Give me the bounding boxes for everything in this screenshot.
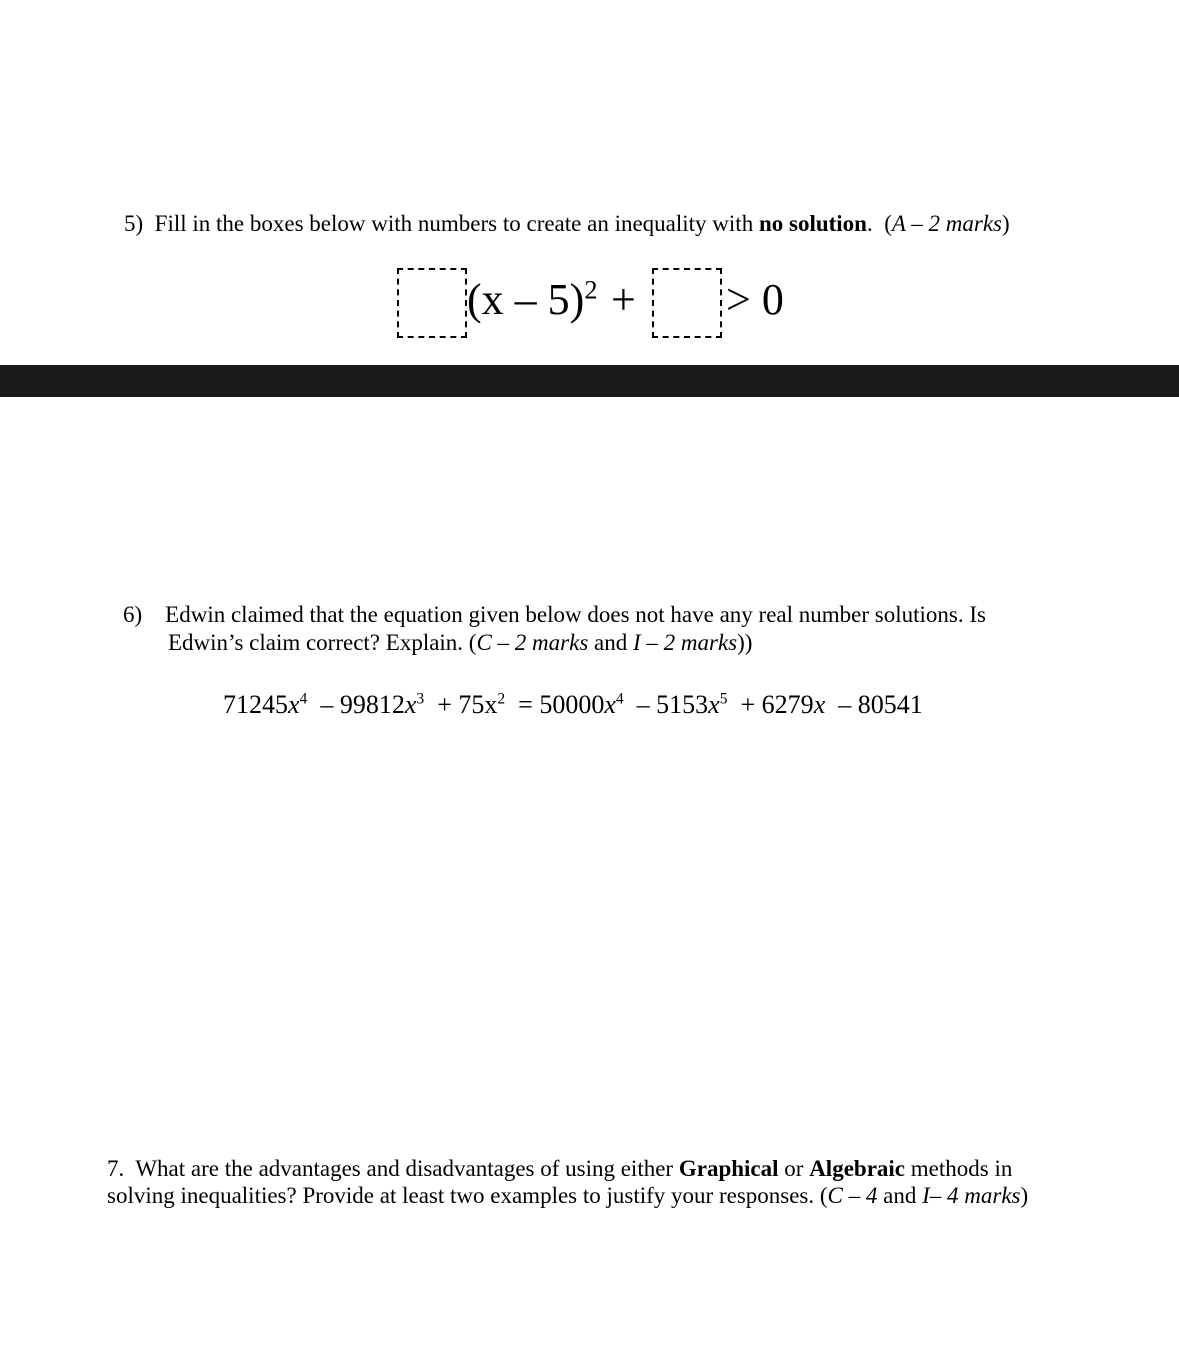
question-text: Edwin claimed that the equation given below does not have any real number solutions. Is: [165, 602, 986, 627]
answer-box-coefficient[interactable]: [397, 268, 467, 338]
plus-sign: +: [611, 275, 636, 324]
question-number: 5): [124, 211, 144, 236]
question-emphasis: Algebraic: [809, 1156, 905, 1181]
answer-box-constant[interactable]: [652, 268, 722, 338]
marks-label: I – 2 marks: [633, 630, 738, 655]
question-6-line2: Edwin’s claim correct? Explain. (C – 2 marks and I – 2 marks)): [168, 630, 753, 655]
question-emphasis: Graphical: [678, 1156, 779, 1181]
marks-label: A – 2 marks: [891, 211, 1002, 236]
question-5-text: 5) Fill in the boxes below with numbers to create an inequality with no solution. (A – 2 marks): [124, 211, 1010, 236]
question-emphasis: no solution: [758, 211, 867, 236]
inequality-middle: (x – 5)$^2$: [467, 274, 598, 324]
question-6-line1: [123, 602, 986, 628]
question-7-line1: 7. What are the advantages and disadvantages of using either Graphical or Algebraic methods in: [107, 1156, 1013, 1181]
question-number: 6): [123, 602, 143, 627]
question-text: Fill in the boxes below with numbers to create an inequality with: [154, 211, 754, 236]
page-divider: [0, 365, 1179, 397]
question-number: 7.: [107, 1156, 125, 1181]
marks-label: C – 2 marks: [476, 630, 589, 655]
inequality-rhs: > 0: [726, 275, 784, 324]
marks-label: C – 4: [827, 1183, 878, 1208]
marks-label: I– 4 marks: [922, 1183, 1021, 1208]
question-7-line2: solving inequalities? Provide at least two examples to justify your responses. (C – 4 and I– 4 marks): [107, 1183, 1029, 1208]
equation-q6: $71245x^4 - 99812x^3 + 75x^2 = 50000x^4 - 5153x^5 + 6279x - 80541$: [223, 690, 923, 719]
